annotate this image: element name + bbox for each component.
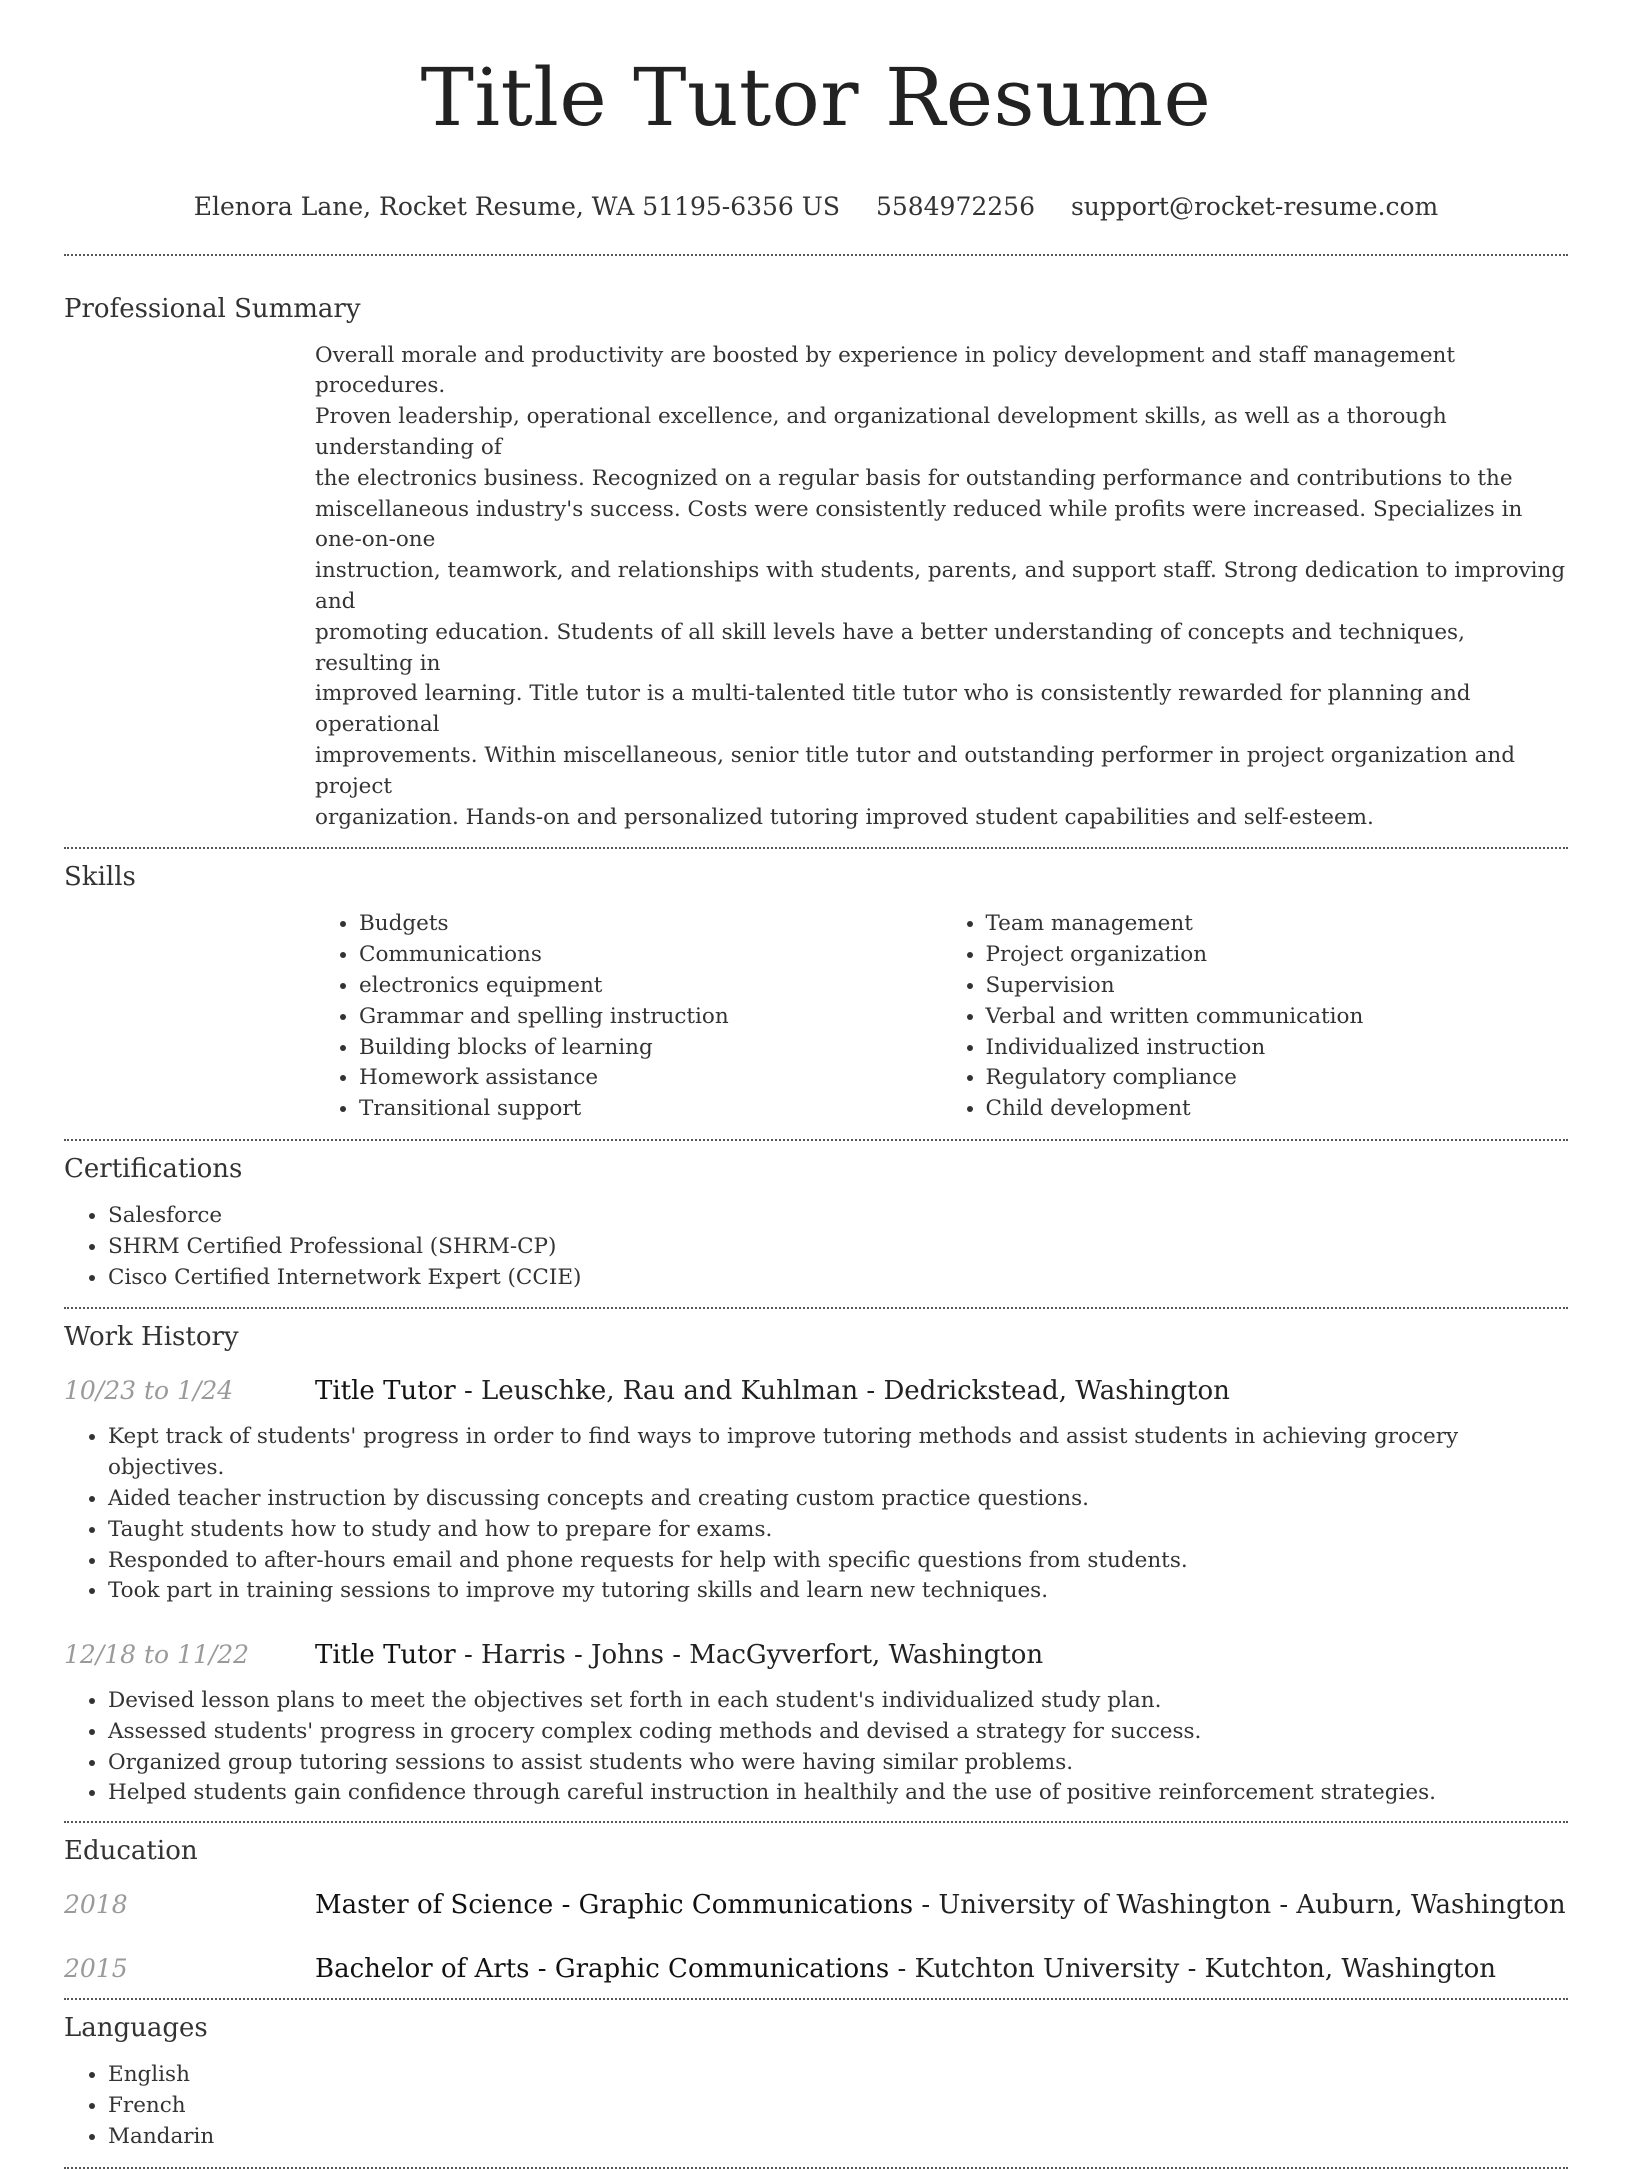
summary-line: organization. Hands-on and personalized tutoring improved student capabilities and self-esteem.	[315, 804, 1374, 830]
summary-section	[64, 256, 1568, 848]
skill-item: • Communications	[359, 940, 942, 971]
work-entry-header	[64, 1640, 1568, 1670]
skill-item: • electronics equipment	[359, 971, 942, 1002]
work-bullet: • Helped students gain confidence through careful instruction in healthily and the use of positive reinforcement strategies.	[108, 1778, 1568, 1809]
skill-item: • Grammar and spelling instruction	[359, 1002, 942, 1033]
skill-item: • Verbal and written communication	[986, 1002, 1569, 1033]
contact-email: support@rocket-resume.com	[1070, 191, 1439, 221]
language-item: • Mandarin	[108, 2122, 1568, 2153]
summary-line: improved learning. Title tutor is a multi-talented title tutor who is consistently rewarded for planning and operational	[315, 681, 1471, 738]
summary-line: the electronics business. Recognized on a regular basis for outstanding performance and contributions to the	[315, 465, 1513, 491]
contact-phone: 5584972256	[875, 191, 1035, 221]
work-bullet: • Devised lesson plans to meet the objectives set forth in each student's individualized study plan.	[108, 1686, 1568, 1717]
education-degree: Bachelor of Arts - Graphic Communications	[315, 1954, 890, 1985]
summary-line: instruction, teamwork, and relationships with students, parents, and support staff. Strong dedication to improving and	[315, 558, 1566, 614]
skill-item: • Transitional support	[359, 1094, 942, 1125]
skill-item: • Regulatory compliance	[986, 1063, 1569, 1094]
languages-section	[64, 2000, 1568, 2166]
work-bullet: • Taught students how to study and how to prepare for exams.	[108, 1515, 1568, 1546]
skill-item: • Team management	[986, 909, 1569, 940]
work-role: Title Tutor	[315, 1640, 456, 1671]
work-bullets	[64, 1422, 1568, 1607]
work-bullet: • Responded to after-hours email and phone requests for help with specific questions from students.	[108, 1546, 1568, 1577]
contact-line	[64, 192, 1568, 221]
education-school: - University of Washington - Auburn, Washington	[913, 1890, 1566, 1921]
certification-item: • Salesforce	[108, 1201, 1568, 1232]
summary-line: improvements. Within miscellaneous, senior title tutor and outstanding performer in project organization and project	[315, 742, 1516, 799]
summary-line: Overall morale and productivity are boosted by experience in policy development and staff management procedures.	[315, 342, 1456, 399]
work-role: Title Tutor	[315, 1376, 456, 1407]
education-section	[64, 1823, 1568, 1998]
skill-item: • Project organization	[986, 940, 1569, 971]
summary-text	[315, 341, 1568, 848]
skills-columns	[315, 909, 1568, 1125]
work-bullet: • Kept track of students' progress in order to find ways to improve tutoring methods and assist students in achieving grocery objectives.	[108, 1422, 1568, 1484]
certification-item: • SHRM Certified Professional (SHRM-CP)	[108, 1232, 1568, 1263]
work-entry	[64, 1640, 1568, 1809]
skill-item: • Individualized instruction	[986, 1033, 1569, 1064]
contact-address: Elenora Lane, Rocket Resume, WA 51195-6356 US	[193, 191, 840, 221]
summary-line: Proven leadership, operational excellence, and organizational development skills, as well as a thorough understanding of	[315, 404, 1447, 460]
skill-item: • Child development	[986, 1094, 1569, 1125]
work-title	[315, 1640, 1043, 1670]
work-section	[64, 1309, 1568, 1821]
summary-line: promoting education. Students of all skill levels have a better understanding of concepts and techniques, resulting in	[315, 619, 1465, 676]
skill-item: • Building blocks of learning	[359, 1033, 942, 1064]
section-title-skills: Skills	[64, 862, 136, 893]
section-title-certifications: Certifications	[64, 1153, 243, 1184]
certification-item: • Cisco Certified Internetwork Expert (CCIE)	[108, 1263, 1568, 1294]
section-title-languages: Languages	[64, 2013, 208, 2044]
work-bullets	[64, 1686, 1568, 1809]
section-title-summary: Professional Summary	[64, 293, 361, 324]
section-title-education: Education	[64, 1836, 198, 1867]
work-bullet: • Took part in training sessions to improve my tutoring skills and learn new techniques.	[108, 1576, 1568, 1607]
languages-list	[64, 2060, 1568, 2152]
work-dates: 10/23 to 1/24	[64, 1376, 234, 1406]
work-entry	[64, 1376, 1568, 1607]
education-title	[315, 1890, 1566, 1920]
work-bullet: • Aided teacher instruction by discussing concepts and creating custom practice questions.	[108, 1484, 1568, 1515]
skills-list-left	[315, 909, 942, 1125]
work-title	[315, 1376, 1230, 1406]
education-title	[315, 1954, 1496, 1984]
language-item: • English	[108, 2060, 1568, 2091]
skills-section	[64, 849, 1568, 1139]
certifications-section	[64, 1141, 1568, 1307]
skill-item: • Budgets	[359, 909, 942, 940]
work-bullet: • Assessed students' progress in grocery complex coding methods and devised a strategy for success.	[108, 1717, 1568, 1748]
work-entry-header	[64, 1376, 1568, 1406]
education-entry	[64, 1890, 1568, 1920]
resume-title: Title Tutor Resume	[420, 51, 1212, 144]
education-school: - Kutchton University - Kutchton, Washington	[889, 1954, 1496, 1985]
education-year: 2015	[64, 1954, 128, 1984]
work-bullet: • Organized group tutoring sessions to assist students who were having similar problems.	[108, 1748, 1568, 1779]
divider	[64, 2167, 1568, 2169]
education-degree: Master of Science - Graphic Communications	[315, 1890, 914, 1921]
resume-page	[64, 0, 1568, 2169]
work-employer: - Leuschke, Rau and Kuhlman - Dedrickstead, Washington	[455, 1376, 1230, 1407]
summary-line: miscellaneous industry's success. Costs were consistently reduced while profits were increased. Specializes in one-on-one	[315, 496, 1523, 553]
education-year: 2018	[64, 1890, 128, 1920]
skills-list-right	[942, 909, 1569, 1125]
certifications-list	[64, 1201, 1568, 1293]
section-title-work: Work History	[64, 1322, 239, 1353]
education-entry	[64, 1954, 1568, 1984]
work-employer: - Harris - Johns - MacGyverfort, Washington	[455, 1640, 1044, 1671]
skill-item: • Supervision	[986, 971, 1569, 1002]
language-item: • French	[108, 2091, 1568, 2122]
work-dates: 12/18 to 11/22	[64, 1640, 250, 1670]
skill-item: • Homework assistance	[359, 1063, 942, 1094]
